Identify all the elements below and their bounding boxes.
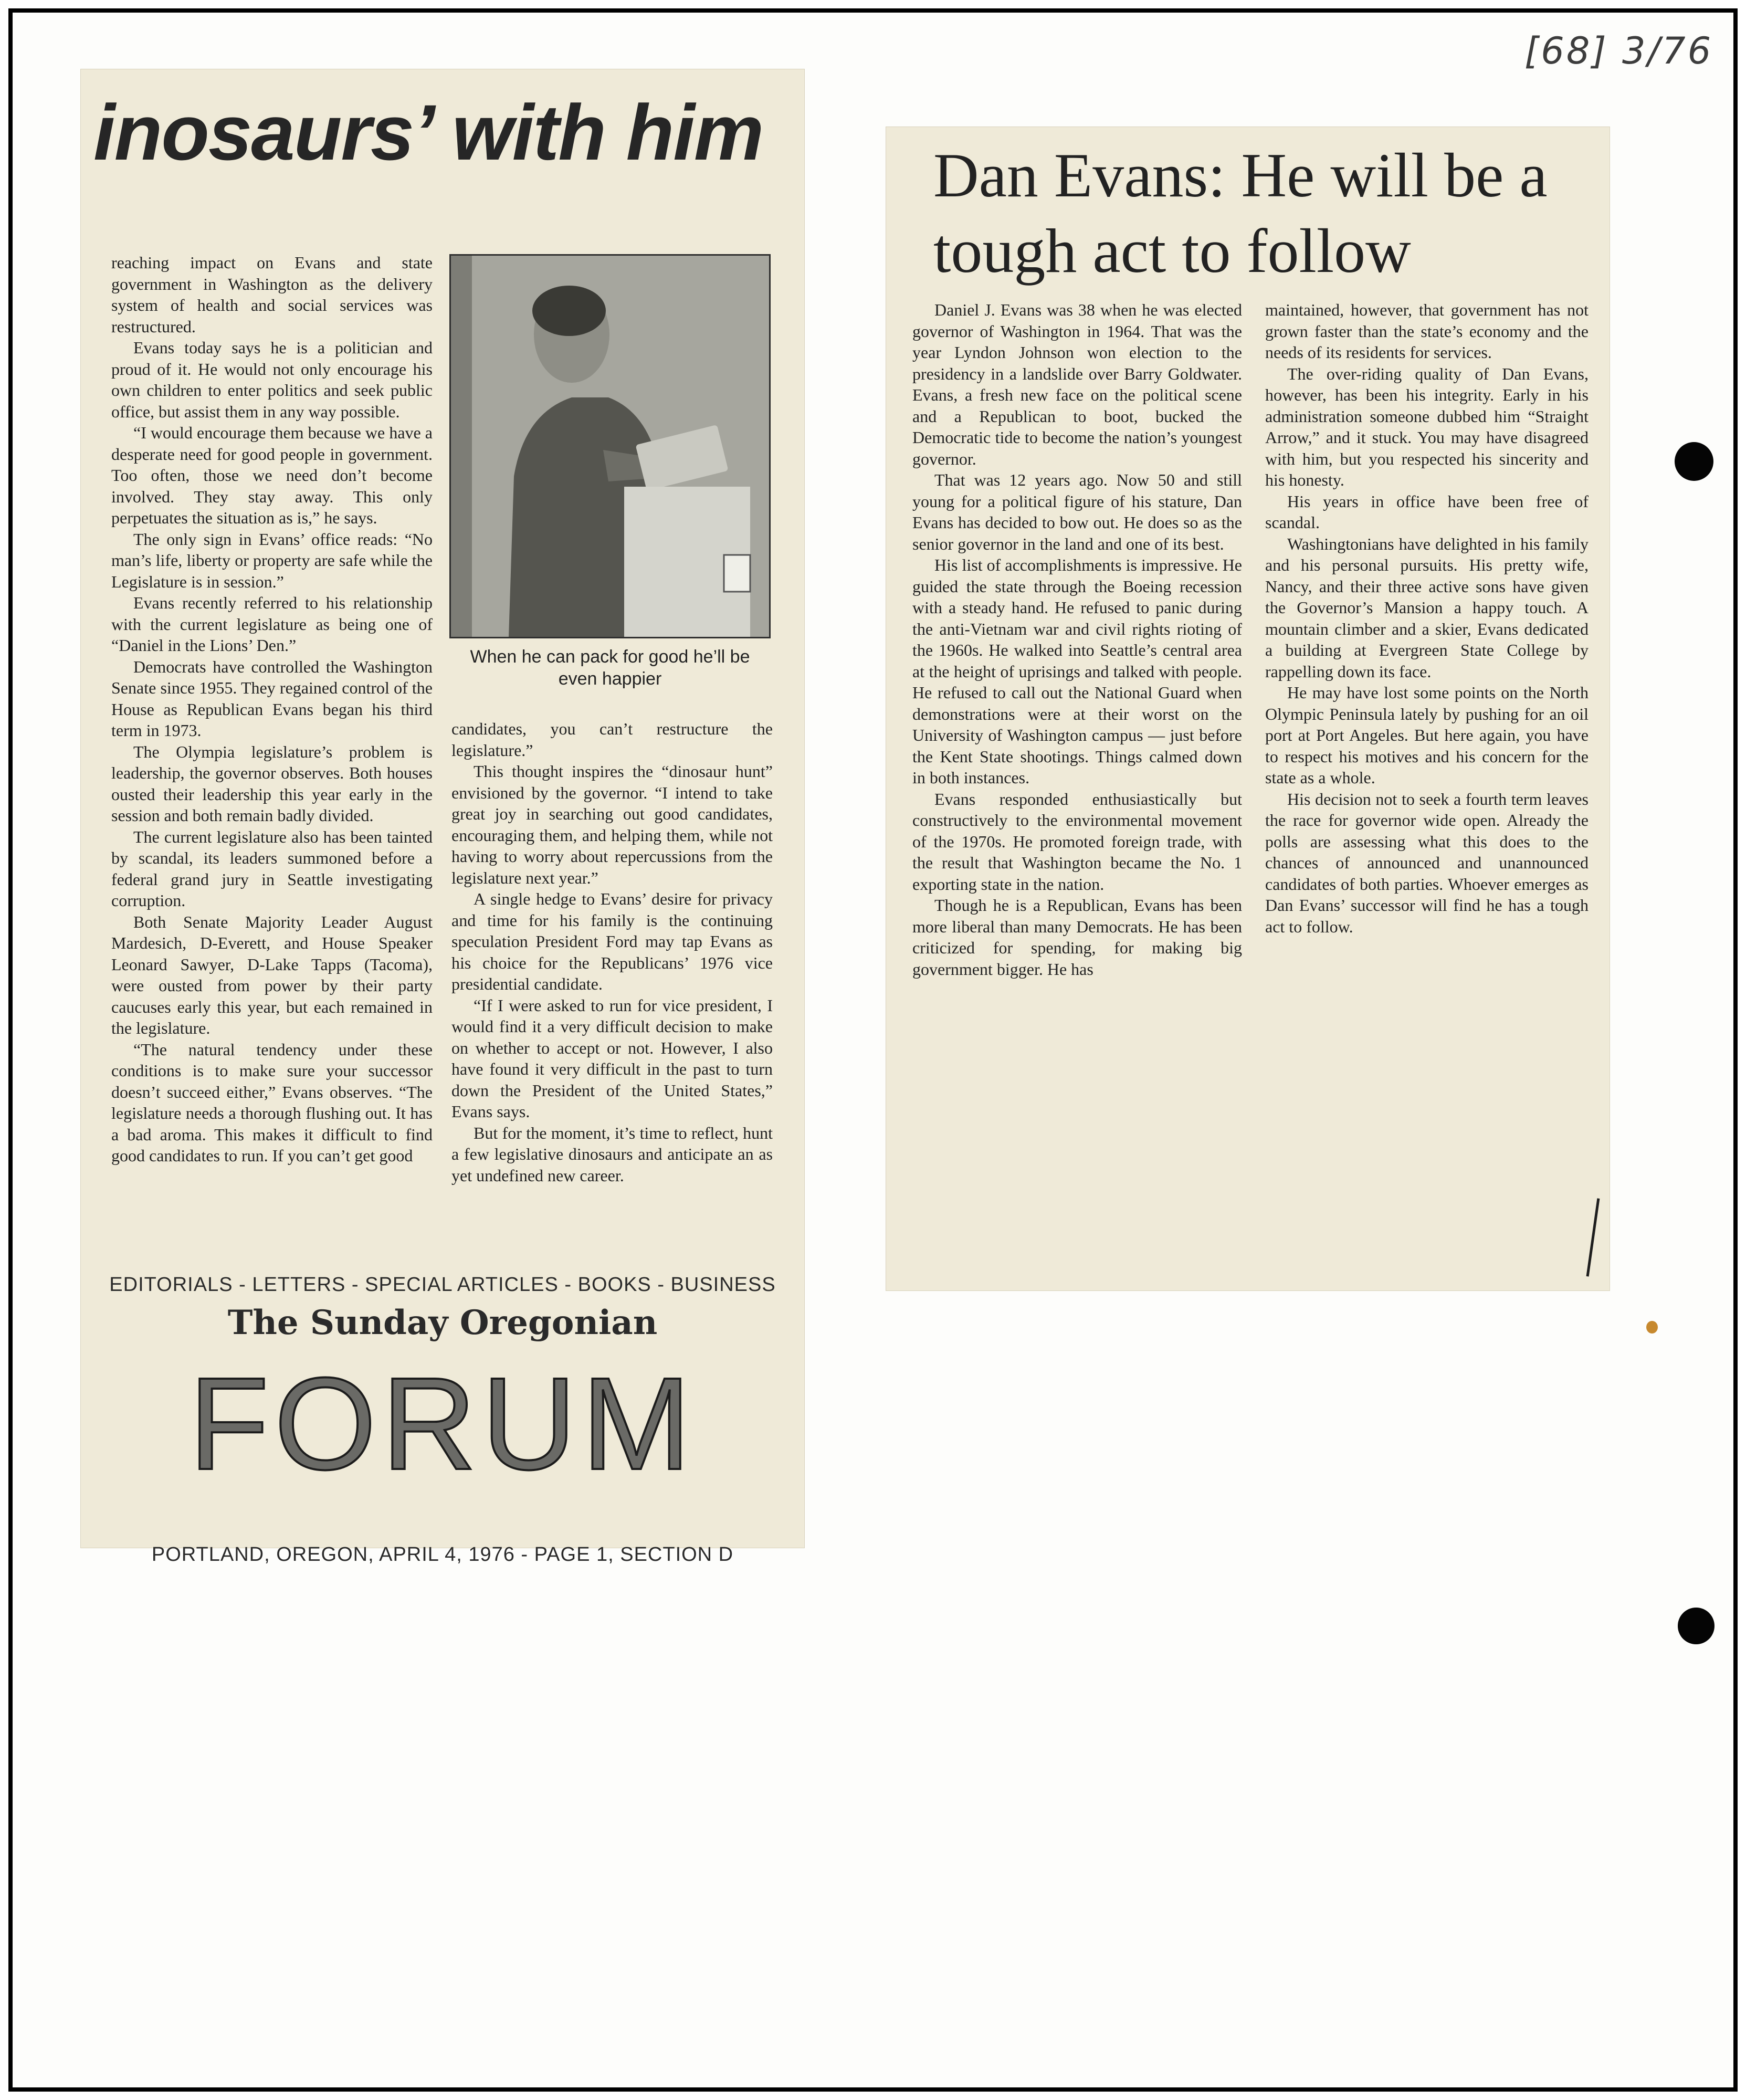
right-clipping (886, 127, 1610, 1290)
masthead-paper-name: The Sunday Oregonian (227, 1303, 658, 1342)
pencil-mark (1586, 1198, 1600, 1276)
paragraph: His list of accomplishments is impressive. He guided the state through the Boeing recession with a steady hand. He refused to panic during the anti-Vietnam war and civil rights rioting of the 1960s. He walked into Seattle’s central area at the height of uprisings and talked with people. He refused to call out the National Guard when demonstrations were at their worst on the University of Washington campus — just before the Kent State shootings. Things calmed down in both instances. (912, 555, 1242, 787)
governor-photo (449, 254, 771, 638)
paragraph: “I would encourage them because we have a desperate need for good people in government. Too often, those we need don’t become involved. They stay away. This only perpetuates the situation as is,” he says. (111, 423, 433, 527)
paragraph: Democrats have controlled the Washington Senate since 1955. They regained control of the House as Republican Evans began his third term in 1973. (111, 657, 433, 740)
masthead-dateline: PORTLAND, OREGON, APRIL 4, 1976 - PAGE 1, SECTION D (151, 1544, 734, 1566)
paragraph: maintained, however, that government has not grown faster than the state’s economy and the needs of its residents for services. (1265, 300, 1589, 362)
paragraph: Evans responded enthusiastically but constructively to the environmental movement of the 1970s. He promoted foreign trade, with the result that Washington became the No. 1 exporting state in the nation. (912, 789, 1242, 894)
paragraph: Evans recently referred to his relationship with the current legislature as being one of “Daniel in the Lions’ Den.” (111, 593, 433, 655)
left-headline-fragment: inosaurs’ with him (93, 88, 763, 176)
paragraph: But for the moment, it’s time to reflect, hunt a few legislative dinosaurs and anticipate an as yet undefined new career. (451, 1123, 773, 1185)
right-headline: Dan Evans: He will be a tough act to follow (933, 140, 1548, 286)
paragraph: The over-riding quality of Dan Evans, however, has been his integrity. Early in his administration someone dubbed him “Straight Arrow,” and it stuck. You may have disagreed with him, but you respected his sincerity and his honesty. (1265, 364, 1589, 489)
paragraph: A single hedge to Evans’ desire for privacy and time for his family is the continuing speculation President Ford may tap Evans as his choice for the Republicans’ 1976 vice presidential candidate. (451, 889, 773, 993)
paragraph: Daniel J. Evans was 38 when he was elected governor of Washington in 1964. That was the year Lyndon Johnson won election to the presidency in a landslide over Barry Goldwater. Evans, a fresh new face on the political scene and a Republican to boot, bucked the Democratic tide to become the nation’s youngest governor. (912, 300, 1242, 468)
paragraph: Evans today says he is a politician and proud of it. He would not only encourage his own children to enter politics and seek public office, but assist them in any way possible. (111, 338, 433, 421)
paragraph: “If I were asked to run for vice president, I would find it a very difficult decision to make on whether to accept or not. However, I also have found it very difficult in the past to turn down the President of the United States,” Evans says. (451, 995, 773, 1121)
paragraph: “The natural tendency under these conditions is to make sure your successor doesn’t succeed either,” Evans observes. “The legislature needs a thorough flushing out. It has a bad aroma. This makes it difficult to find good candidates to run. If you can’t get good (111, 1040, 433, 1165)
photo-illustration (451, 256, 769, 637)
paragraph: This thought inspires the “dinosaur hunt” envisioned by the governor. “I intend to take great joy in searching out good candidates, encouraging them, and helping them, while not having to worry about repercussions from the legislature next year.” (451, 762, 773, 887)
paragraph: The current legislature also has been tainted by scandal, its leaders summoned before a federal grand jury in Seattle investigating corruption. (111, 827, 433, 910)
binder-hole-top (1675, 442, 1713, 481)
paragraph: Both Senate Majority Leader August Mardesich, D-Everett, and House Speaker Leonard Sawyer, D-Lake Tapps (Tacoma), were ousted from power by their party caucuses early this year, but each remained in the legislature. (111, 912, 433, 1037)
masthead-sections: EDITORIALS - LETTERS - SPECIAL ARTICLES - BOOKS - BUSINESS (109, 1274, 776, 1296)
left-clipping (81, 69, 804, 1566)
right-column-2 (1265, 299, 1589, 937)
pencil-annotation: [68] 3/76 (1524, 29, 1713, 72)
paragraph: candidates, you can’t restructure the legislature.” (451, 719, 773, 760)
paragraph: The only sign in Evans’ office reads: “No man’s life, liberty or property are safe while the Legislature is in session.” (111, 529, 433, 591)
photo-caption: When he can pack for good he’ll be even happier (470, 647, 750, 689)
paragraph: reaching impact on Evans and state government in Washington as the delivery system of health and social services was restructured. (111, 253, 433, 336)
paragraph: Washingtonians have delighted in his family and his personal pursuits. His pretty wife, Nancy, and their three active sons have given the Governor’s Mansion a happy touch. A mountain climber and a skier, Evans dedicated a building at Evergreen State College by rappelling down its face. (1265, 534, 1589, 681)
paragraph: The Olympia legislature’s problem is leadership, the governor observes. Both houses ousted their leadership this year early in the session and both remain badly divided. (111, 742, 433, 825)
scrapbook-page (13, 13, 1733, 2087)
paragraph: He may have lost some points on the North Olympic Peninsula lately by pushing for an oil port at Port Angeles. But here again, you have to respect his motives and his concern for the state as a whole. (1265, 683, 1589, 787)
paragraph: His years in office have been free of scandal. (1265, 491, 1589, 532)
right-column-1 (912, 299, 1242, 980)
paragraph: His decision not to seek a fourth term leaves the race for governor wide open. Already the polls are assessing what this does to the chances of announced and unannounced candidates of both parties. Whoever emerges as Dan Evans’ successor will find he has a tough act to follow. (1265, 789, 1589, 936)
binder-hole-bottom (1678, 1608, 1715, 1644)
paragraph: That was 12 years ago. Now 50 and still young for a political figure of his stature, Dan Evans has decided to bow out. He does so as the senior governor in the land and one of its best. (912, 470, 1242, 553)
masthead-forum: FORUM (188, 1350, 697, 1497)
stain-spot (1646, 1321, 1658, 1334)
left-column-2 (451, 718, 773, 1186)
left-column-1 (111, 252, 433, 1167)
paragraph: Though he is a Republican, Evans has been more liberal than many Democrats. He has been criticized for spending, for making big government bigger. He has (912, 896, 1242, 979)
